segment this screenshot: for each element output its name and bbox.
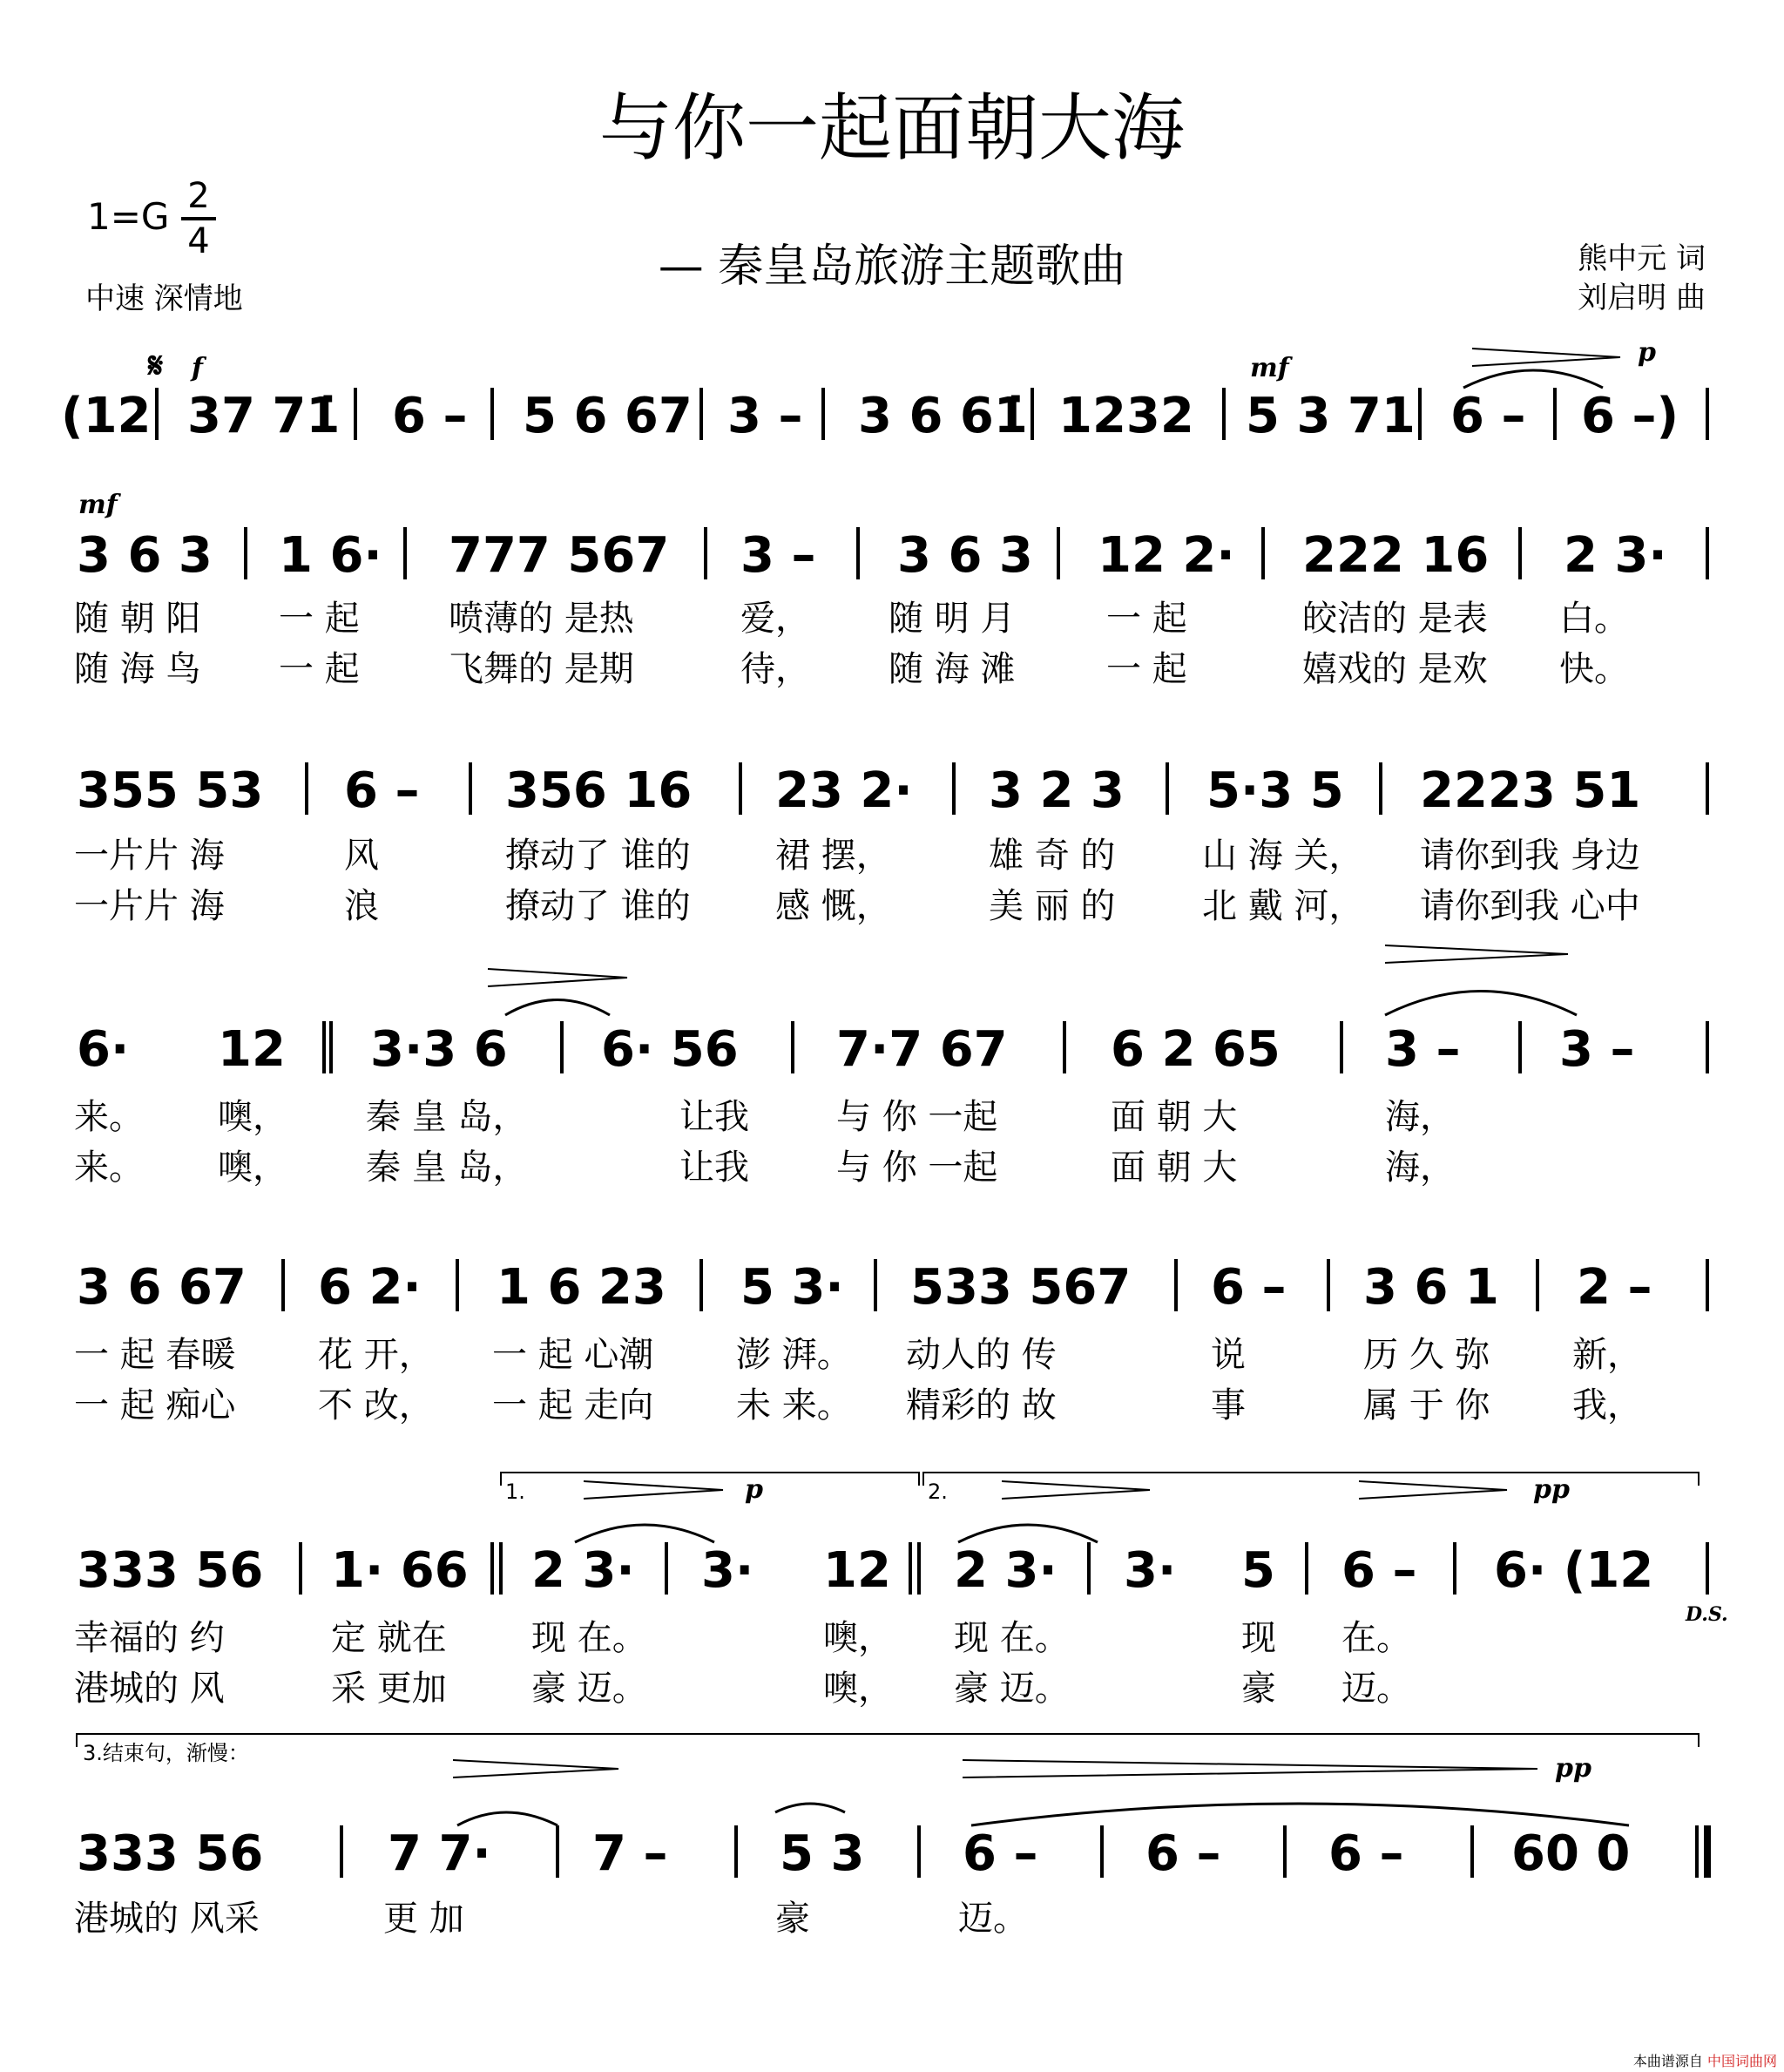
notes: 5 3	[780, 1825, 865, 1882]
segno-mark: 𝄋	[148, 346, 164, 386]
lyric: 撩动了 谁的	[505, 886, 691, 926]
lyric: 雄 奇 的	[989, 836, 1116, 876]
lyric: 待，	[740, 649, 810, 689]
lyric: 风	[344, 836, 379, 876]
notes: 6· 56	[601, 1021, 739, 1078]
lyric: 皎洁的 是表	[1302, 599, 1488, 639]
lyric: 在。	[1341, 1618, 1411, 1658]
ending-3-label: 3.结束句，渐慢：	[83, 1741, 249, 1765]
lyric: 随 海 鸟	[74, 649, 201, 689]
lyric: 噢，	[218, 1097, 287, 1137]
notes: 60 0	[1511, 1825, 1631, 1882]
measure-5-notes: 3 –	[727, 388, 803, 444]
lyric: 面 朝 大	[1111, 1148, 1238, 1188]
lyric: 一片片 海	[74, 886, 225, 926]
notes: 5·3 5	[1206, 762, 1344, 819]
notes: 333 56	[77, 1542, 264, 1599]
notes: 3 6 1	[1363, 1259, 1499, 1316]
lyric: 一 起 走向	[492, 1385, 654, 1425]
time-signature-bottom: 4	[187, 221, 210, 261]
notes: 12 2·	[1098, 527, 1235, 584]
lyric: 随 朝 阳	[74, 599, 201, 639]
lyric: 采 更加	[331, 1669, 447, 1709]
lyric: 一 起 春暖	[74, 1335, 236, 1375]
source-footer	[1633, 2050, 1777, 2070]
lyric: 一 起	[279, 649, 360, 689]
lyric: 来。	[74, 1097, 144, 1137]
lyric: 感 慨，	[775, 886, 891, 926]
notes: 2 3·	[954, 1542, 1058, 1599]
lyric: 一片片 海	[74, 836, 225, 876]
notes: 3 –	[1559, 1021, 1635, 1078]
tempo-marking: 中速 深情地	[85, 281, 243, 316]
lyric: 噢，	[218, 1148, 287, 1188]
dynamic-p-intro: p	[1638, 337, 1656, 368]
notes: 6· (12	[1494, 1542, 1654, 1599]
notes: 7 –	[592, 1825, 668, 1882]
lyric: 港城的 风采	[74, 1899, 260, 1939]
notes: 6 –	[344, 762, 420, 819]
lyricist-credit: 熊中元 词	[1578, 241, 1706, 276]
notes: 2 3·	[531, 1542, 635, 1599]
lyric: 嬉戏的 是欢	[1302, 649, 1488, 689]
lyric: 秦 皇 岛，	[366, 1148, 528, 1188]
lyric: 更 加	[383, 1899, 464, 1939]
measure-2-notes: 37 71̇	[187, 388, 341, 444]
lyric: 现	[1241, 1618, 1276, 1658]
notes: 23 2·	[775, 762, 913, 819]
lyric: 豪	[775, 1899, 810, 1939]
lyric: 快。	[1559, 649, 1629, 689]
dynamic-mf-verse: mf	[78, 490, 118, 520]
notes: 2 3·	[1564, 527, 1667, 584]
notes: 12	[823, 1542, 891, 1599]
notes: 7·7 67	[836, 1021, 1008, 1078]
lyric: 现 在。	[531, 1618, 647, 1658]
lyric: 精彩的 故	[906, 1385, 1057, 1425]
notes: 2 –	[1577, 1259, 1652, 1316]
lyric: 历 久 弥	[1363, 1335, 1490, 1375]
lyric: 一 起	[1106, 599, 1187, 639]
lyric: 爱，	[740, 599, 810, 639]
notes: 6 –	[963, 1825, 1038, 1882]
lyric: 白。	[1559, 599, 1629, 639]
lyric: 裙 摆，	[775, 836, 891, 876]
notes: 3 6 3	[897, 527, 1033, 584]
notes: 3 2 3	[989, 762, 1125, 819]
notes: 3·	[1124, 1542, 1177, 1599]
lyric: 随 明 月	[889, 599, 1016, 639]
notes: 1 6 23	[497, 1259, 666, 1316]
source-site-link[interactable]: 中国词曲网	[1706, 2053, 1777, 2069]
composer-credit: 刘启明 曲	[1578, 281, 1706, 315]
notes: 6·	[77, 1021, 130, 1078]
lyric: 一 起 痴心	[74, 1385, 236, 1425]
lyric: 与 你 一起	[836, 1148, 998, 1188]
lyric: 属 于 你	[1363, 1385, 1490, 1425]
lyric: 未 来。	[736, 1385, 852, 1425]
notes: 2223 51	[1420, 762, 1641, 819]
dynamic-f: f	[192, 353, 203, 383]
lyric: 一 起	[279, 599, 360, 639]
lyric: 花 开，	[318, 1335, 434, 1375]
measure-9-notes: 6 –	[1450, 388, 1526, 444]
dynamic-mf-intro: mf	[1250, 353, 1289, 383]
ds-mark: D.S.	[1686, 1603, 1728, 1626]
notes: 222 16	[1302, 527, 1490, 584]
dynamic-pp-coda: pp	[1555, 1753, 1591, 1784]
lyric: 海，	[1385, 1148, 1455, 1188]
notes: 3·3 6	[370, 1021, 508, 1078]
notes: 1 6·	[279, 527, 382, 584]
lyric: 事	[1211, 1385, 1246, 1425]
measure-6-notes: 3 6 61̇	[858, 388, 1028, 444]
ending-2-label: 2.	[928, 1480, 948, 1504]
lyric: 来。	[74, 1148, 144, 1188]
measure-3-notes: 6 –	[392, 388, 468, 444]
lyric: 我，	[1572, 1385, 1642, 1425]
measure-10-notes: 6 –)	[1581, 388, 1679, 444]
lyric: 定 就在	[331, 1618, 447, 1658]
source-prefix: 本曲谱源自	[1632, 2053, 1703, 2069]
lyric: 浪	[344, 886, 379, 926]
notes: 5 3·	[740, 1259, 844, 1316]
lyric: 一 起 心潮	[492, 1335, 654, 1375]
song-title: 与你一起面朝大海	[598, 85, 1185, 171]
notes: 355 53	[77, 762, 264, 819]
song-subtitle: — 秦皇岛旅游主题歌曲	[658, 240, 1126, 293]
lyric: 新，	[1572, 1335, 1642, 1375]
lyric: 豪 迈。	[531, 1669, 647, 1709]
lyric: 请你到我 心中	[1420, 886, 1640, 926]
notes: 533 567	[910, 1259, 1132, 1316]
lyric: 港城的 风	[74, 1669, 225, 1709]
notes: 6 –	[1328, 1825, 1404, 1882]
lyric: 北 戴 河，	[1202, 886, 1364, 926]
notes: 3 –	[1385, 1021, 1461, 1078]
notes: 6 –	[1145, 1825, 1221, 1882]
measure-8-notes: 5 3 71	[1246, 388, 1416, 444]
lyric: 豪	[1241, 1669, 1276, 1709]
lyric: 让我	[679, 1097, 749, 1137]
lyric: 不 改，	[318, 1385, 434, 1425]
lyric: 请你到我 身边	[1420, 836, 1640, 876]
dynamic-pp-ending2: pp	[1533, 1474, 1570, 1505]
lyric: 说	[1211, 1335, 1246, 1375]
key-signature: 1=G	[87, 195, 170, 238]
lyric: 山 海 关，	[1202, 836, 1364, 876]
notes: 6 2 65	[1111, 1021, 1281, 1078]
lyric: 随 海 滩	[889, 649, 1016, 689]
ending-1-label: 1.	[505, 1480, 525, 1504]
measure-7-notes: 1232	[1058, 388, 1194, 444]
lyric: 飞舞的 是期	[449, 649, 634, 689]
notes: 3 6 67	[77, 1259, 247, 1316]
lyric: 美 丽 的	[989, 886, 1116, 926]
lyric: 澎 湃。	[736, 1335, 852, 1375]
measure-1-notes: (12	[61, 388, 152, 444]
lyric: 迈。	[1341, 1669, 1411, 1709]
lyric: 与 你 一起	[836, 1097, 998, 1137]
lyric: 海，	[1385, 1097, 1455, 1137]
lyric: 现 在。	[954, 1618, 1070, 1658]
notes: 6 2·	[318, 1259, 422, 1316]
dynamic-p-ending1: p	[745, 1474, 763, 1505]
lyric: 噢，	[823, 1618, 893, 1658]
lyric: 迈。	[958, 1899, 1028, 1939]
lyric: 幸福的 约	[74, 1618, 225, 1658]
lyric: 撩动了 谁的	[505, 836, 691, 876]
notes: 12	[218, 1021, 286, 1078]
notes: 7 7·	[388, 1825, 491, 1882]
lyric: 秦 皇 岛，	[366, 1097, 528, 1137]
time-signature-top: 2	[187, 176, 210, 216]
notes: 333 56	[77, 1825, 264, 1882]
notes: 6 –	[1211, 1259, 1287, 1316]
notes: 3·	[701, 1542, 754, 1599]
notes: 5	[1241, 1542, 1275, 1599]
notes: 6 –	[1341, 1542, 1417, 1599]
notes: 777 567	[449, 527, 670, 584]
lyric: 动人的 传	[906, 1335, 1057, 1375]
notes: 1· 66	[331, 1542, 469, 1599]
lyric: 让我	[679, 1148, 749, 1188]
lyric: 一 起	[1106, 649, 1187, 689]
lyric: 噢，	[823, 1669, 893, 1709]
lyric: 豪 迈。	[954, 1669, 1070, 1709]
notes: 356 16	[505, 762, 693, 819]
lyric: 喷薄的 是热	[449, 599, 634, 639]
measure-4-notes: 5 6 67	[523, 388, 693, 444]
lyric: 面 朝 大	[1111, 1097, 1238, 1137]
notes: 3 –	[740, 527, 816, 584]
notes: 3 6 3	[77, 527, 213, 584]
